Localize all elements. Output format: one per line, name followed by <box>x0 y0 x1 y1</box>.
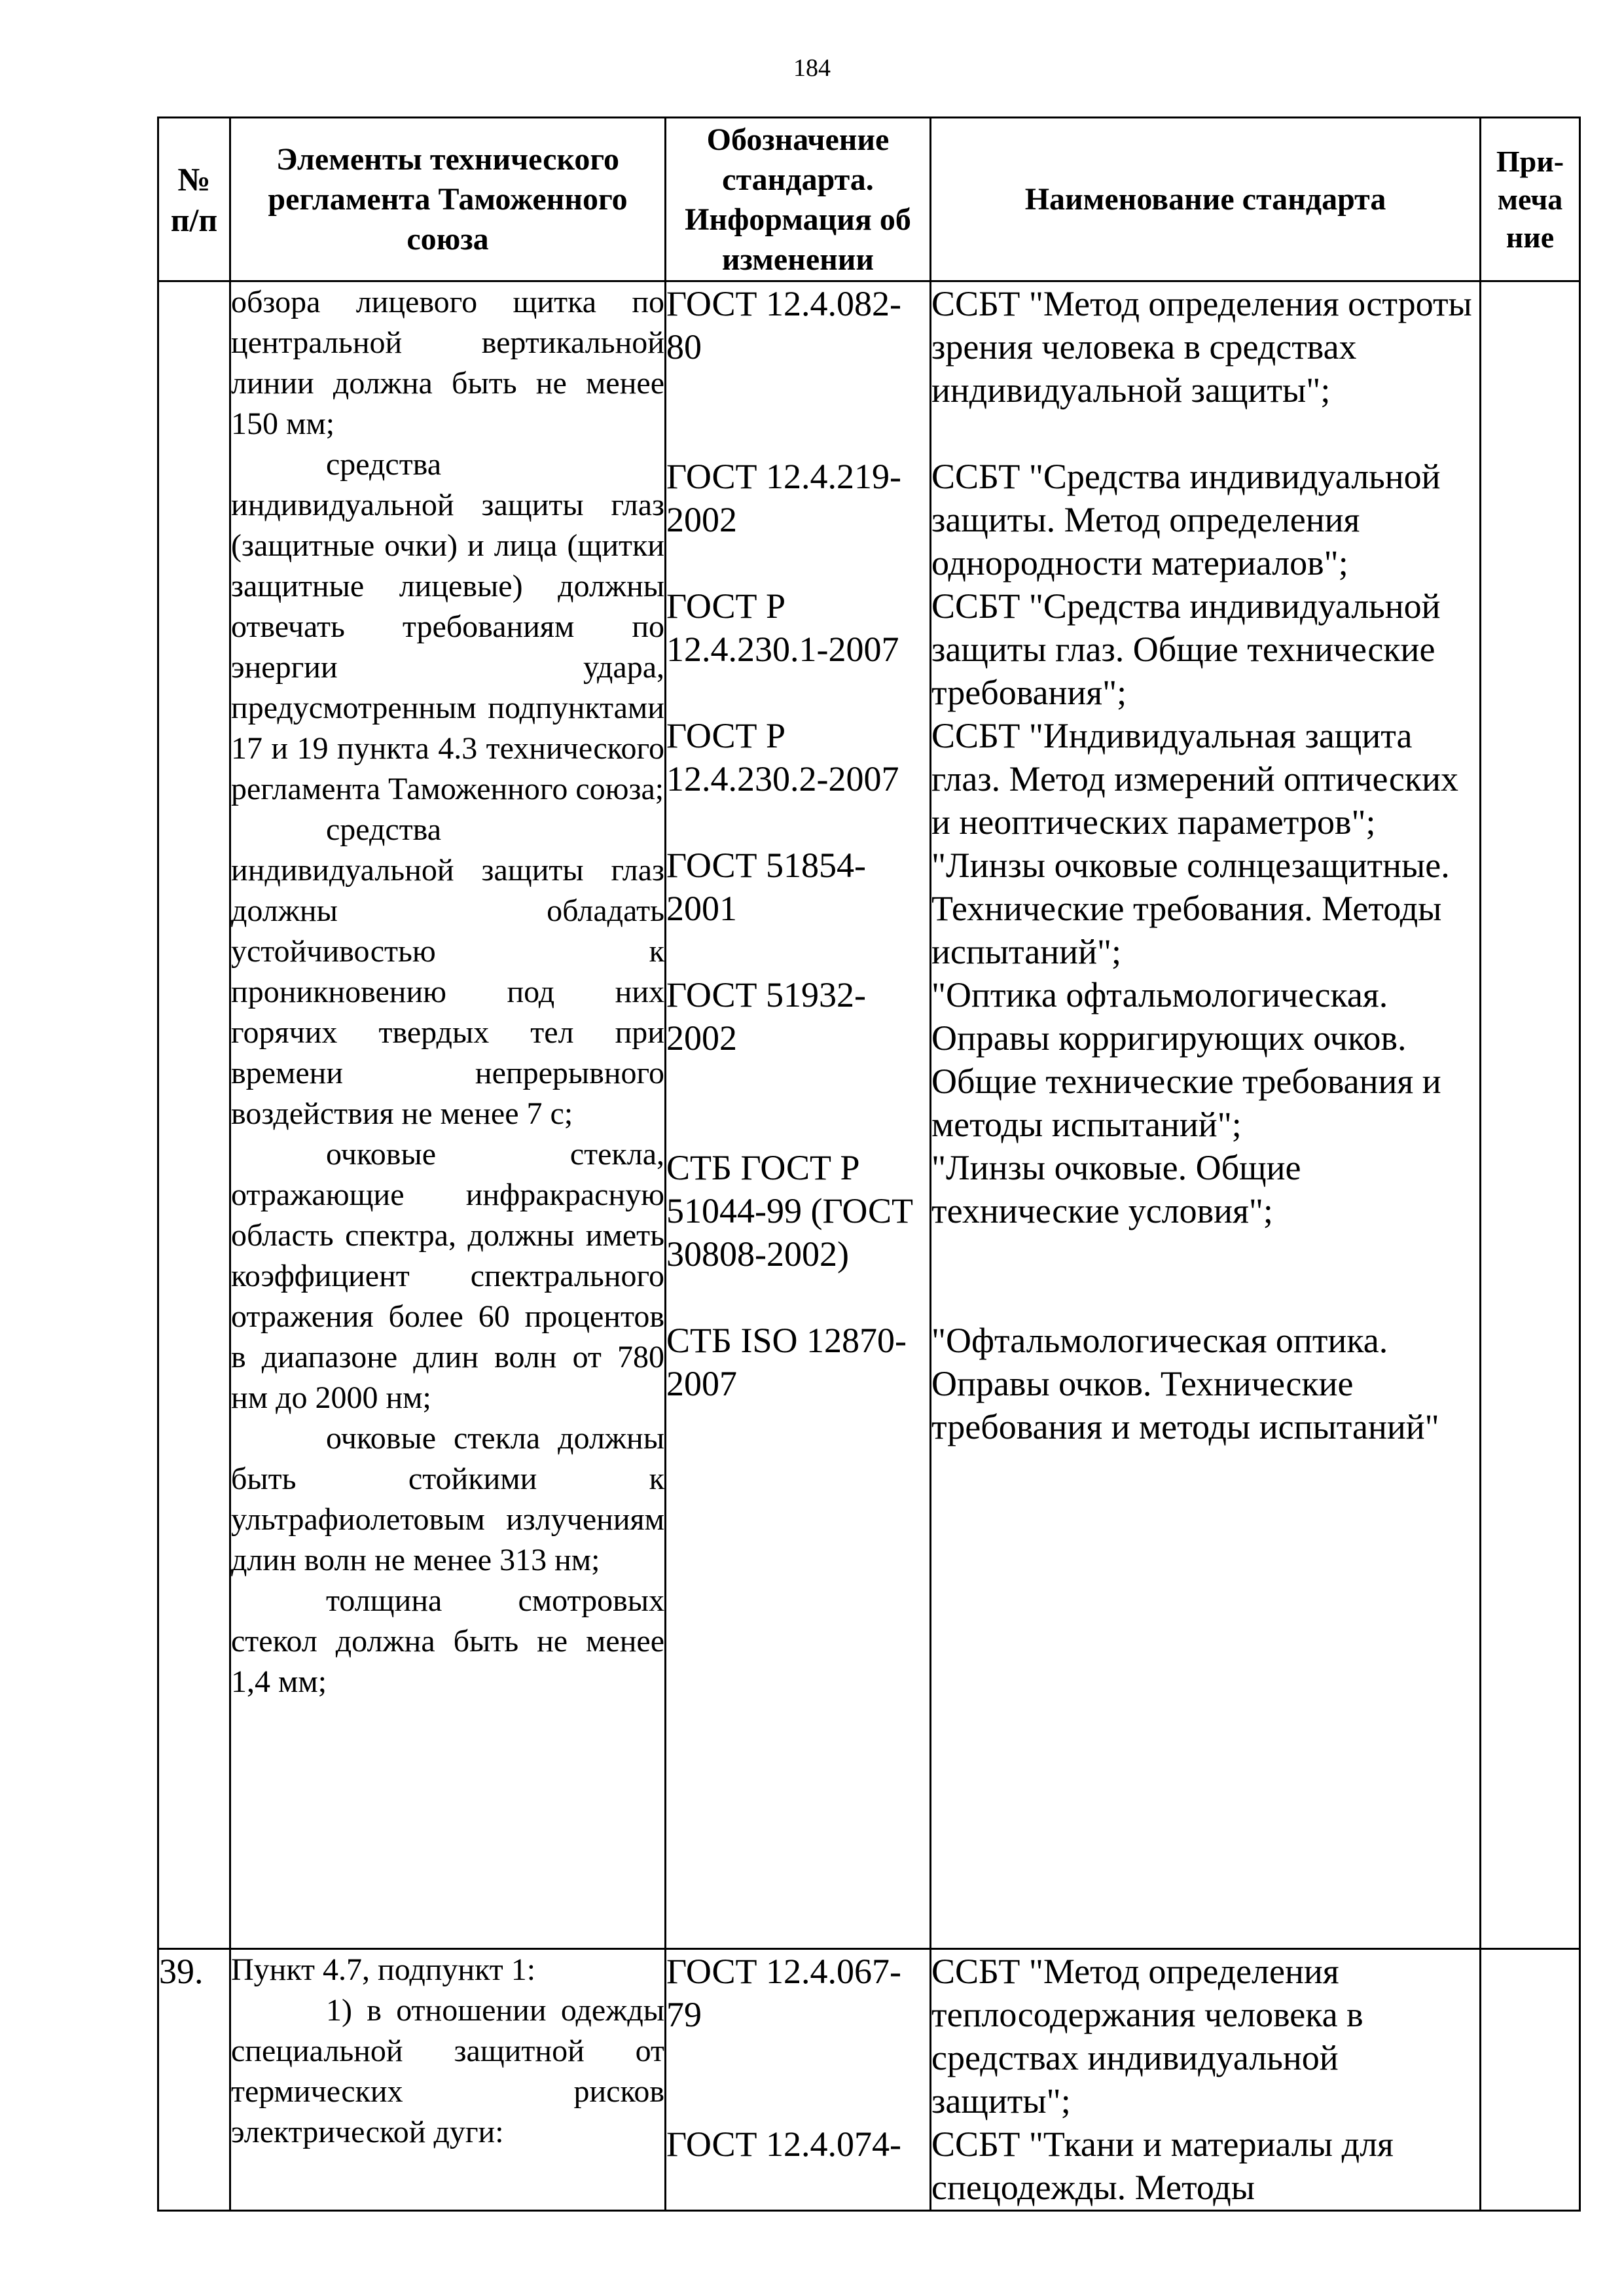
table-header-row <box>158 118 1580 281</box>
standard-name: "Оптика офтальмологическая. Оправы корригирующих очков. Общие технические требования и методы испытаний"; <box>931 975 1441 1144</box>
elements-cell <box>230 281 666 1949</box>
row-number <box>158 281 230 1949</box>
standard-name: ССБТ "Ткани и материалы для спецодежды. Методы <box>931 2125 1394 2207</box>
header-note: При- меча ние <box>1481 118 1580 281</box>
element-paragraph: 1) в отношении одежды специальной защитной от термических рисков электрической дуги: <box>231 1993 664 2149</box>
header-elements: Элементы технического регламента Таможенного союза <box>230 118 666 281</box>
designation-cell <box>666 281 931 1949</box>
header-name: Наименование стандарта <box>931 118 1481 281</box>
note-cell <box>1481 1949 1580 2211</box>
page-number: 184 <box>793 54 831 82</box>
standard-name: "Линзы очковые. Общие технические условия"; <box>931 1148 1301 1230</box>
note-cell <box>1481 281 1580 1949</box>
standard-name: ССБТ "Средства индивидуальной защиты. Метод определения однородности материалов"; <box>931 457 1441 583</box>
designation-cell <box>666 1949 931 2211</box>
standard-name: ССБТ "Индивидуальная защита глаз. Метод измерений оптических и неоптических параметров"; <box>931 716 1458 842</box>
row-number: 39. <box>158 1949 230 2211</box>
designation-list <box>666 1950 929 2209</box>
standard-code: ГОСТ 12.4.074- <box>666 2125 902 2164</box>
elements-cell <box>230 1949 666 2211</box>
standard-code: СТБ ГОСТ Р 51044-99 (ГОСТ 30808-2002) <box>666 1148 913 1274</box>
standard-code: ГОСТ 12.4.067-79 <box>666 1952 902 2034</box>
element-paragraph: толщина смотровых стекол должна быть не менее 1,4 мм; <box>231 1583 664 1699</box>
element-paragraph: обзора лицевого щитка по центральной вертикальной линии должна быть не менее 150 мм; <box>231 285 664 441</box>
standard-code: ГОСТ 51932-2002 <box>666 975 867 1058</box>
header-number: № п/п <box>158 118 230 281</box>
table-row <box>158 281 1580 1949</box>
standard-code: ГОСТ 12.4.082-80 <box>666 284 902 367</box>
elements-text <box>231 1950 664 2153</box>
standards-table <box>157 117 1581 2212</box>
standard-name: "Офтальмологическая оптика. Оправы очков. Технические требования и методы испытаний" <box>931 1321 1439 1446</box>
standard-code: ГОСТ Р 12.4.230.2-2007 <box>666 716 899 798</box>
standard-name: ССБТ "Средства индивидуальной защиты глаз. Общие технические требования"; <box>931 586 1441 712</box>
designation-list <box>666 282 929 1448</box>
table-row <box>158 1949 1580 2211</box>
standard-code: ГОСТ Р 12.4.230.1-2007 <box>666 586 899 669</box>
standard-name: ССБТ "Метод определения теплосодержания человека в средствах индивидуальной защиты"; <box>931 1952 1363 2121</box>
standard-name-list <box>931 1950 1479 2209</box>
standard-code: СТБ ISO 12870-2007 <box>666 1321 907 1403</box>
standard-code: ГОСТ 12.4.219-2002 <box>666 457 902 539</box>
element-paragraph: Пункт 4.7, подпункт 1: <box>231 1952 536 1987</box>
element-paragraph: очковые стекла, отражающие инфракрасную область спектра, должны иметь коэффициент спектрального отражения более 60 процентов в диапазоне длин волн от 780 нм до 2000 нм; <box>231 1137 664 1415</box>
element-paragraph: очковые стекла должны быть стойкими к ультрафиолетовым излучениям длин волн не менее 313 нм; <box>231 1421 664 1577</box>
element-paragraph: средства индивидуальной защиты глаз (защитные очки) и лица (щитки защитные лицевые) должны отвечать требованиям по энергии удара, предусмотренным подпунктами 17 и 19 пункта 4.3 технического регламента Таможенного союза; <box>231 447 664 806</box>
standard-name-cell <box>931 1949 1481 2211</box>
element-paragraph: средства индивидуальной защиты глаз должны обладать устойчивостью к проникновению под них горячих твердых тел при времени непрерывного воздействия не менее 7 с; <box>231 812 664 1131</box>
standard-name: "Линзы очковые солнцезащитные. Технические требования. Методы испытаний"; <box>931 846 1450 971</box>
standard-code: ГОСТ 51854-2001 <box>666 846 867 928</box>
header-designation: Обозначение стандарта. Информация об изменении <box>666 118 931 281</box>
standard-name-cell <box>931 281 1481 1949</box>
standard-name-list <box>931 282 1479 1448</box>
elements-text <box>231 282 664 1702</box>
standard-name: ССБТ "Метод определения остроты зрения человека в средствах индивидуальной защиты"; <box>931 284 1472 410</box>
